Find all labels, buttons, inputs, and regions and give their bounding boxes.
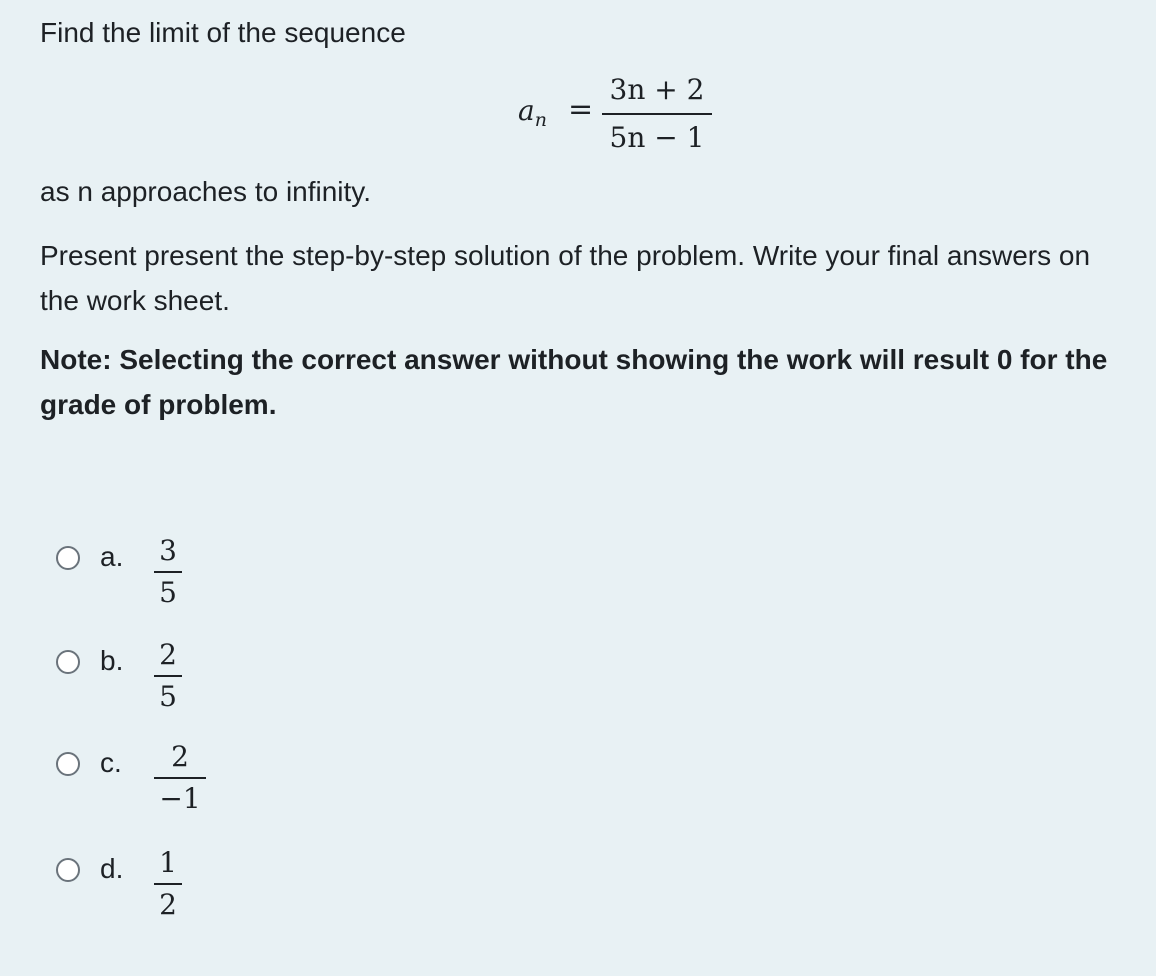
option-letter: b. [100, 645, 124, 676]
option-numerator: 2 [171, 740, 189, 773]
fraction-bar [154, 777, 206, 779]
answer-option-a[interactable] [54, 535, 354, 625]
answer-option-b[interactable] [54, 639, 354, 729]
equation-fraction [602, 72, 712, 156]
option-fraction [154, 639, 182, 713]
option-letter: c. [100, 747, 122, 778]
option-fraction [154, 847, 182, 921]
radio-button-a[interactable] [56, 546, 80, 570]
answer-option-d[interactable] [54, 847, 354, 937]
equation-numerator: 3n + 2 [609, 73, 705, 106]
question-approach-text: as n approaches to infinity. [40, 176, 372, 207]
option-fraction [154, 741, 206, 815]
option-denominator: −1 [159, 782, 201, 815]
answer-option-c[interactable] [54, 741, 354, 831]
fraction-bar [602, 113, 712, 115]
equation-lhs-subscript: n [534, 109, 547, 131]
option-numerator: 1 [159, 846, 177, 879]
radio-button-c[interactable] [56, 752, 80, 776]
equation-lhs [518, 94, 547, 131]
radio-button-d[interactable] [56, 858, 80, 882]
question-intro: Find the limit of the sequence [40, 17, 406, 48]
question-note: Note: Selecting the correct answer without showing the work will result 0 for the grade of problem. [40, 344, 1108, 420]
fraction-bar [154, 675, 182, 677]
option-letter: a. [100, 541, 124, 572]
question-instructions: Present present the step-by-step solution of the problem. Write your final answers on the work sheet. [40, 240, 1091, 316]
option-denominator: 5 [159, 680, 177, 713]
sequence-equation [480, 72, 720, 172]
equation-lhs-base: a [518, 94, 535, 127]
radio-button-b[interactable] [56, 650, 80, 674]
option-letter: d. [100, 853, 124, 884]
option-denominator: 2 [159, 888, 177, 921]
equals-sign: = [568, 92, 594, 127]
option-numerator: 3 [159, 534, 177, 567]
option-numerator: 2 [159, 638, 177, 671]
fraction-bar [154, 571, 182, 573]
option-fraction [154, 535, 182, 609]
fraction-bar [154, 883, 182, 885]
equation-denominator: 5n − 1 [609, 121, 705, 154]
option-denominator: 5 [159, 576, 177, 609]
